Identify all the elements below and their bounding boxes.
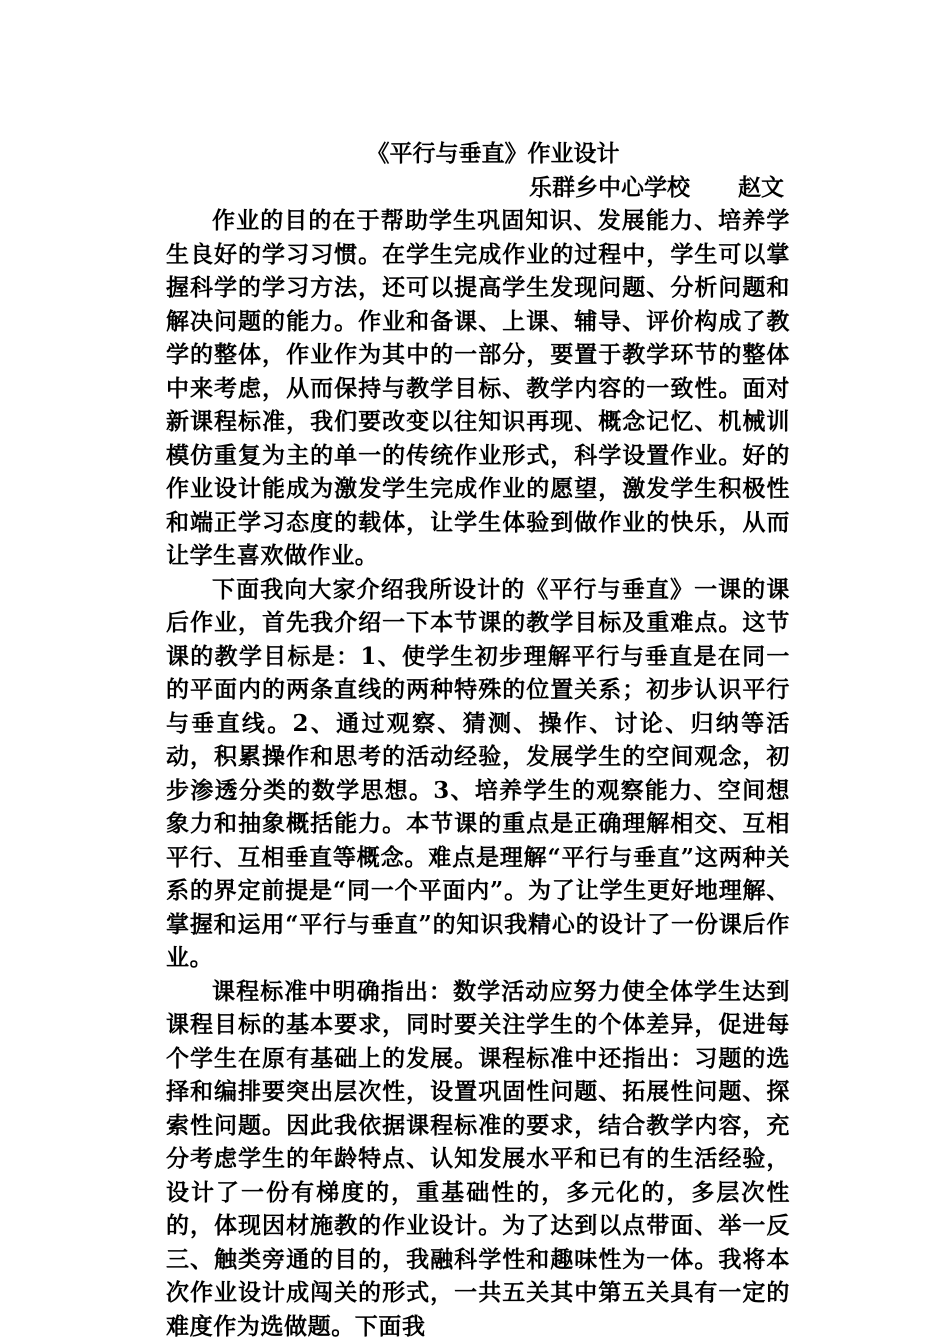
school-name: 乐群乡中心学校: [529, 174, 690, 201]
byline: [166, 171, 790, 205]
author-name: 赵文: [738, 174, 784, 201]
document-page: [166, 137, 790, 1343]
paragraph-1: 作业的目的在于帮助学生巩固知识、发展能力、培养学生良好的学习习惯。在学生完成作业的过程中，学生可以掌握科学的学习方法，还可以提高学生发现问题、分析问题和解决问题的能力。作业和备课、上课、辅导、评价构成了教学的整体，作业作为其中的一部分，要置于教学环节的整体中来考虑，从而保持与教学目标、教学内容的一致性。面对新课程标准，我们要改变以往知识再现、概念记忆、机械训模仿重复为主的单一的传统作业形式，科学设置作业。好的作业设计能成为激发学生完成作业的愿望，激发学生积极性和端正学习态度的载体，让学生体验到做作业的快乐，从而让学生喜欢做作业。: [166, 204, 790, 573]
document-title: 《平行与垂直》作业设计: [166, 137, 790, 171]
paragraph-2: 下面我向大家介绍我所设计的《平行与垂直》一课的课后作业，首先我介绍一下本节课的教学目标及重难点。这节课的教学目标是：1、使学生初步理解平行与垂直是在同一的平面内的两条直线的两种特殊的位置关系；初步认识平行与垂直线。2、通过观察、猜测、操作、讨论、归纳等活动，积累操作和思考的活动经验，发展学生的空间观念，初步渗透分类的数学思想。3、培养学生的观察能力、空间想象力和抽象概括能力。本节课的重点是正确理解相交、互相平行、互相垂直等概念。难点是理解“平行与垂直”这两种关系的界定前提是“同一个平面内”。为了让学生更好地理解、掌握和运用“平行与垂直”的知识我精心的设计了一份课后作业。: [166, 573, 790, 975]
paragraph-3: 课程标准中明确指出：数学活动应努力使全体学生达到课程目标的基本要求，同时要关注学生的个体差异，促进每个学生在原有基础上的发展。课程标准中还指出：习题的选择和编排要突出层次性，设置巩固性问题、拓展性问题、探索性问题。因此我依据课程标准的要求，结合教学内容，充分考虑学生的年龄特点、认知发展水平和已有的生活经验，设计了一份有梯度的，重基础性的，多元化的，多层次性的，体现因材施教的作业设计。为了达到以点带面、举一反三、触类旁通的目的，我融科学性和趣味性为一体。我将本次作业设计成闯关的形式，一共五关其中第五关具有一定的难度作为选做题。下面我: [166, 975, 790, 1343]
